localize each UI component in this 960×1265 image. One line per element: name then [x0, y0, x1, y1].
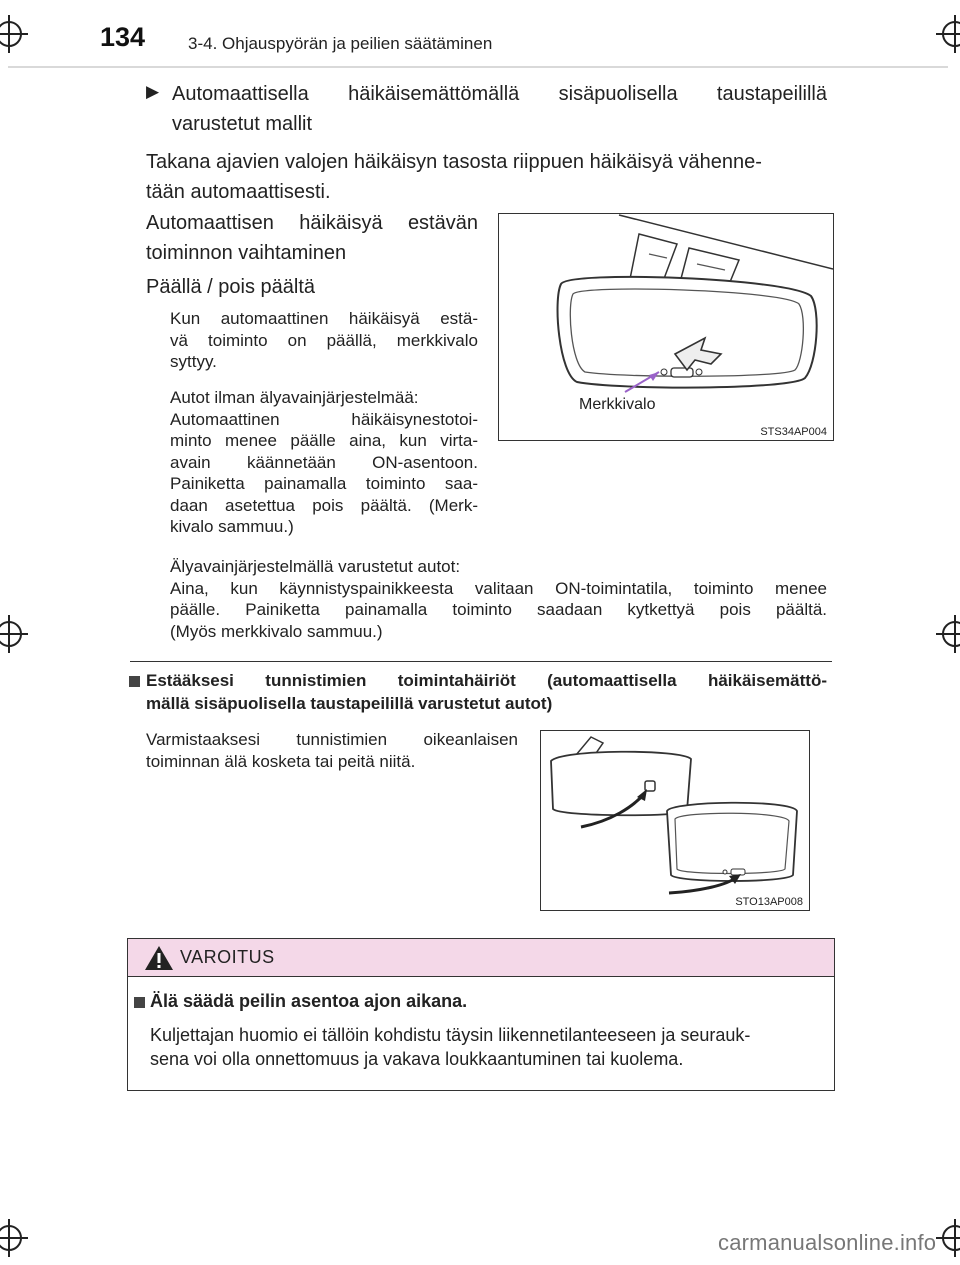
note-line: päälle. Painiketta painamalla toiminto saadaan kytkettyä pois päältä.: [170, 600, 827, 619]
crop-mark-mid-left: [0, 621, 22, 647]
page-number: 134: [100, 22, 146, 52]
warning-heading: Älä säädä peilin asentoa ajon aikana.: [150, 991, 468, 1011]
switching-heading-line1: Automaattisen häikäisyä estävän: [146, 212, 478, 234]
crop-mark-bottom-left: [0, 1225, 22, 1251]
note-line: Autot ilman älyavainjärjestelmää:: [170, 388, 419, 407]
note-no-smart-key: [170, 387, 478, 538]
figure-code: STS34AP004: [760, 426, 827, 438]
switching-heading-line2: toiminnon vaihtaminen: [146, 242, 347, 264]
note-line: Aina, kun käynnistyspainikkeesta valitaan ON-toimintatila, toiminto menee: [170, 578, 827, 598]
square-bullet-icon: [129, 676, 140, 687]
triangle-bullet-icon: ▶: [146, 82, 160, 101]
note-line: Älyavainjärjestelmällä varustetut autot:: [170, 557, 461, 576]
on-off-label: Päällä / pois päältä: [146, 276, 316, 298]
sensor-heading-line2: mällä sisäpuolisella taustapeilillä varustetut autot): [146, 694, 553, 713]
sensor-text-line1: Varmistaaksesi tunnistimien oikeanlaisen: [146, 730, 518, 749]
sensor-text-line2: toiminnan älä kosketa tai peitä niitä.: [146, 752, 416, 771]
note-line: kivalo sammuu.): [170, 517, 294, 536]
warning-box: [127, 938, 835, 1091]
model-heading-line2: varustetut mallit: [172, 113, 313, 135]
note-line: minto menee päälle aina, kun virta-: [170, 431, 478, 450]
warning-title: VAROITUS: [180, 947, 275, 967]
crop-mark-bottom-right: [942, 1225, 960, 1251]
mirror-sensors-illustration: [541, 731, 809, 910]
warning-triangle-icon: [144, 945, 174, 971]
note-smart-key: [170, 556, 827, 642]
warning-text-line2: sena voi olla onnettomuus ja vakava loukkaantuminen tai kuolema.: [150, 1049, 684, 1069]
note-line: (Myös merkkivalo sammuu.): [170, 621, 383, 641]
warning-text-line1: Kuljettajan huomio ei tällöin kohdistu täysin liikennetilanteeseen ja seurauk-: [150, 1025, 751, 1045]
sensor-heading-line1: Estääksesi tunnistimien toimintahäiriöt (automaattisella häikäisemättö-: [146, 671, 827, 690]
note-line: Automaattinen häikäisynestotoi-: [170, 409, 478, 429]
warning-header: [128, 939, 834, 977]
mirror-indicator-illustration: [499, 214, 833, 440]
intro-line1: Takana ajavien valojen häikäisyn tasosta riippuen häikäisyä vähenne-: [146, 151, 762, 173]
header-divider: [8, 66, 948, 68]
crop-mark-mid-right: [942, 621, 960, 647]
model-heading-line1: Automaattisella häikäisemättömällä sisäpuolisella taustapeilillä: [172, 83, 827, 105]
callout-label: Merkkivalo: [579, 396, 656, 413]
figure-code: STO13AP008: [735, 896, 803, 908]
section-divider: [130, 661, 832, 662]
crop-mark-top-left: [0, 21, 22, 47]
note-line: daan asetettua pois päältä. (Merk-: [170, 495, 478, 515]
crop-mark-top-right: [942, 21, 960, 47]
note-line: Painiketta painamalla toiminto saa-: [170, 474, 478, 493]
square-bullet-icon: [134, 997, 145, 1008]
figure-mirror-indicator: [498, 213, 834, 441]
note-indicator: [170, 308, 478, 373]
watermark: carmanualsonline.info: [718, 1230, 937, 1255]
intro-line2: tään automaattisesti.: [146, 181, 331, 203]
note-line: syttyy.: [170, 352, 217, 371]
note-line: Kun automaattinen häikäisyä estä-: [170, 309, 478, 328]
figure-mirror-sensors: [540, 730, 810, 911]
note-line: vä toiminto on päällä, merkkivalo: [170, 330, 478, 350]
section-title: 3-4. Ohjauspyörän ja peilien säätäminen: [188, 34, 493, 53]
note-line: avain käännetään ON-asentoon.: [170, 452, 478, 472]
